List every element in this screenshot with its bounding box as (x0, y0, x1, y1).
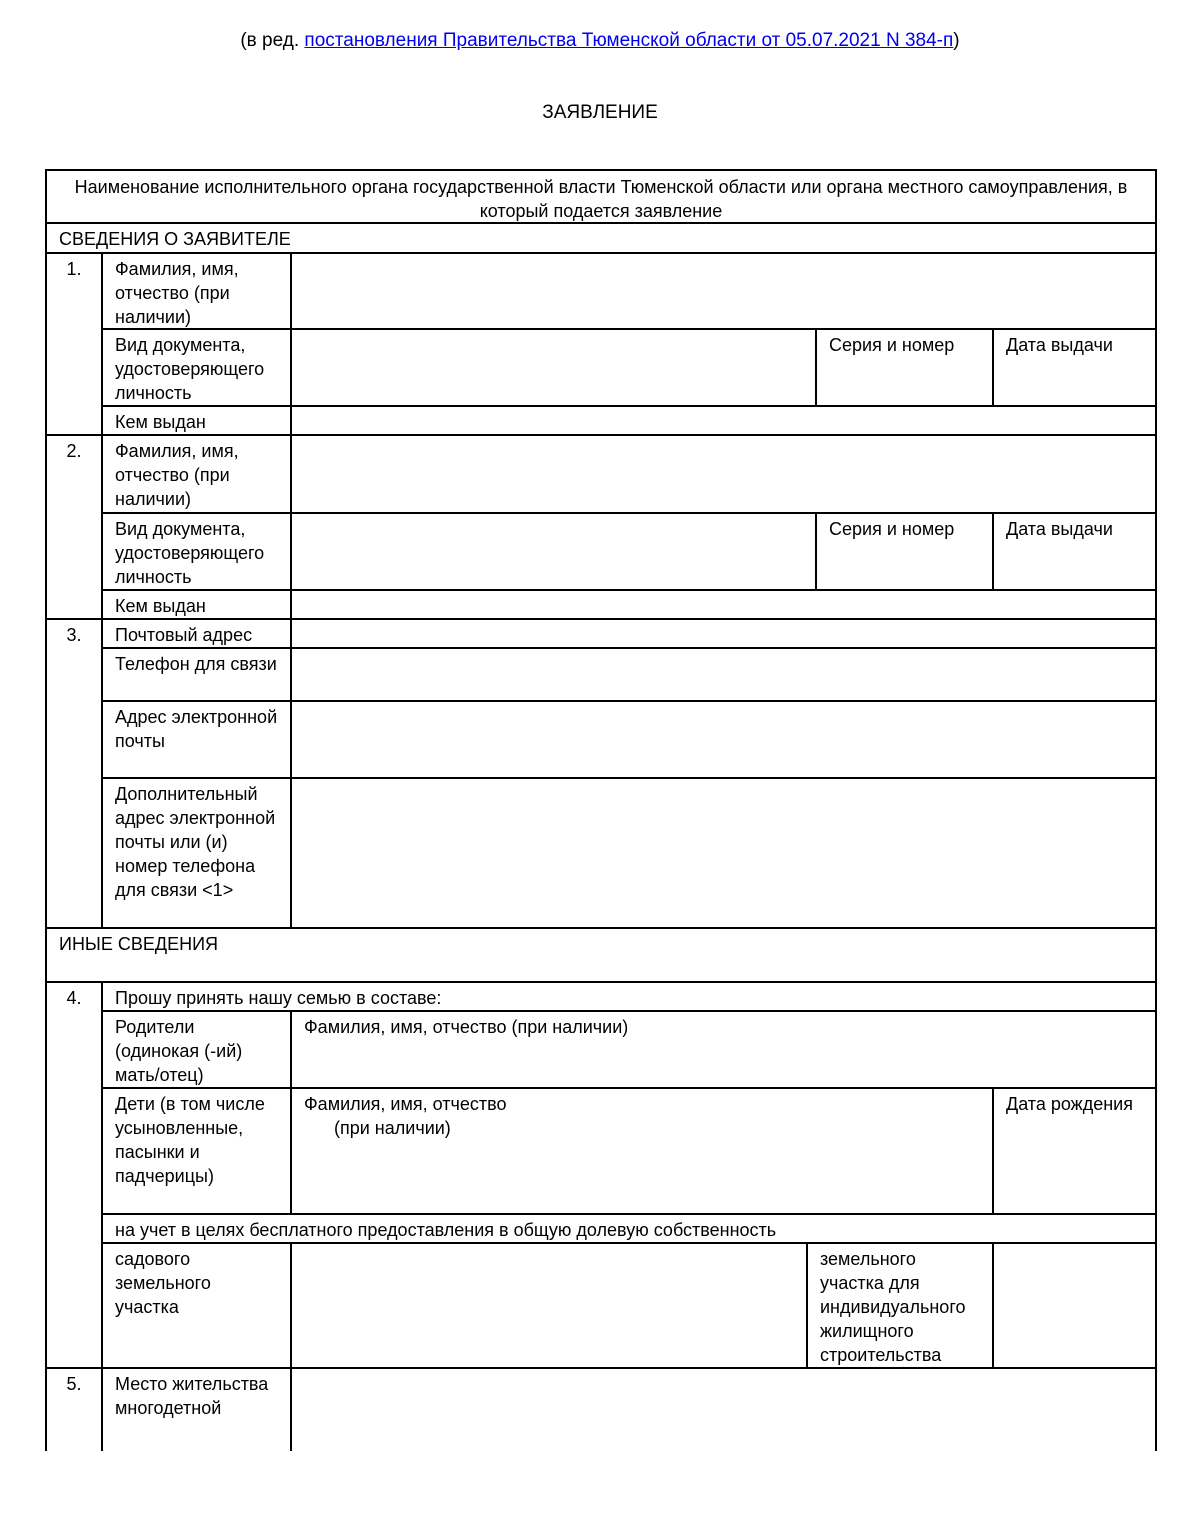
field-children[interactable] (290, 1087, 995, 1215)
field-fio-2[interactable] (290, 434, 1157, 514)
item-number-5: 5. (45, 1367, 103, 1451)
edition-note (0, 29, 1200, 53)
label-extra-contact: Дополнительный адрес электронной почты или (и) номер телефона для связи <1> (101, 777, 293, 929)
field-parents[interactable] (290, 1010, 1157, 1089)
edition-prefix: (в ред. (240, 30, 305, 51)
label-garden-plot: садового земельного участка (101, 1242, 293, 1369)
label-parents: Родители (одинокая (-ий) мать/отец) (101, 1010, 293, 1089)
label-fio-2: Фамилия, имя, отчество (при наличии) (101, 434, 293, 514)
field-issued-by-2[interactable] (290, 589, 1157, 620)
field-garden-plot[interactable] (290, 1242, 809, 1369)
section-other: ИНЫЕ СВЕДЕНИЯ (45, 927, 1157, 983)
label-doc-type-2: Вид документа, удостоверяющего личность (101, 512, 293, 591)
field-doc-type-2[interactable] (290, 512, 818, 591)
label-phone: Телефон для связи (101, 647, 293, 702)
item-number-2: 2. (45, 434, 103, 620)
label-email: Адрес электронной почты (101, 700, 293, 779)
label-issued-by-1: Кем выдан (101, 405, 293, 436)
edition-suffix: ) (953, 30, 960, 51)
item-number-1: 1. (45, 252, 103, 436)
form-header: Наименование исполнительного органа государственной власти Тюменской области или органа местного самоуправления, в который подается заявление (45, 169, 1157, 224)
label-ihc-plot: земельного участка для индивидуального жилищного строительства (806, 1242, 995, 1369)
field-phone[interactable] (290, 647, 1157, 702)
field-extra-contact[interactable] (290, 777, 1157, 929)
label-postal-address: Почтовый адрес (101, 618, 293, 649)
accounting-text: на учет в целях бесплатного предоставления в общую долевую собственность (101, 1213, 1157, 1244)
field-fio-1[interactable] (290, 252, 1157, 330)
item-number-4: 4. (45, 981, 103, 1369)
field-ihc-plot[interactable] (992, 1242, 1157, 1369)
item-number-3: 3. (45, 618, 103, 929)
label-issued-by-2: Кем выдан (101, 589, 293, 620)
label-fio-1: Фамилия, имя, отчество (при наличии) (101, 252, 293, 330)
label-birth-date: Дата рождения (992, 1087, 1157, 1215)
label-children: Дети (в том числе усыновленные, пасынки и падчерицы) (101, 1087, 293, 1215)
field-email[interactable] (290, 700, 1157, 779)
label-series-number-2: Серия и номер (815, 512, 995, 591)
field-postal-address[interactable] (290, 618, 1157, 649)
label-residence: Место жительства многодетной (101, 1367, 293, 1451)
field-residence[interactable] (290, 1367, 1157, 1451)
document-title: ЗАЯВЛЕНИЕ (542, 102, 658, 123)
edition-link[interactable]: постановления Правительства Тюменской области от 05.07.2021 N 384-п (304, 30, 954, 51)
label-series-number-1: Серия и номер (815, 328, 995, 408)
field-issued-by-1[interactable] (290, 405, 1157, 436)
field-doc-type-1[interactable] (290, 328, 818, 408)
label-issue-date-1: Дата выдачи (992, 328, 1157, 408)
label-doc-type-1: Вид документа, удостоверяющего личность (101, 328, 293, 408)
label-issue-date-2: Дата выдачи (992, 512, 1157, 591)
children-fio-label-1: Фамилия, имя, отчество (304, 1094, 507, 1114)
section-applicant: СВЕДЕНИЯ О ЗАЯВИТЕЛЕ (45, 222, 1157, 254)
children-fio-label-2: (при наличии) (334, 1118, 451, 1138)
family-request: Прошу принять нашу семью в составе: (101, 981, 1157, 1012)
parents-fio-label: Фамилия, имя, отчество (при наличии) (304, 1017, 629, 1037)
